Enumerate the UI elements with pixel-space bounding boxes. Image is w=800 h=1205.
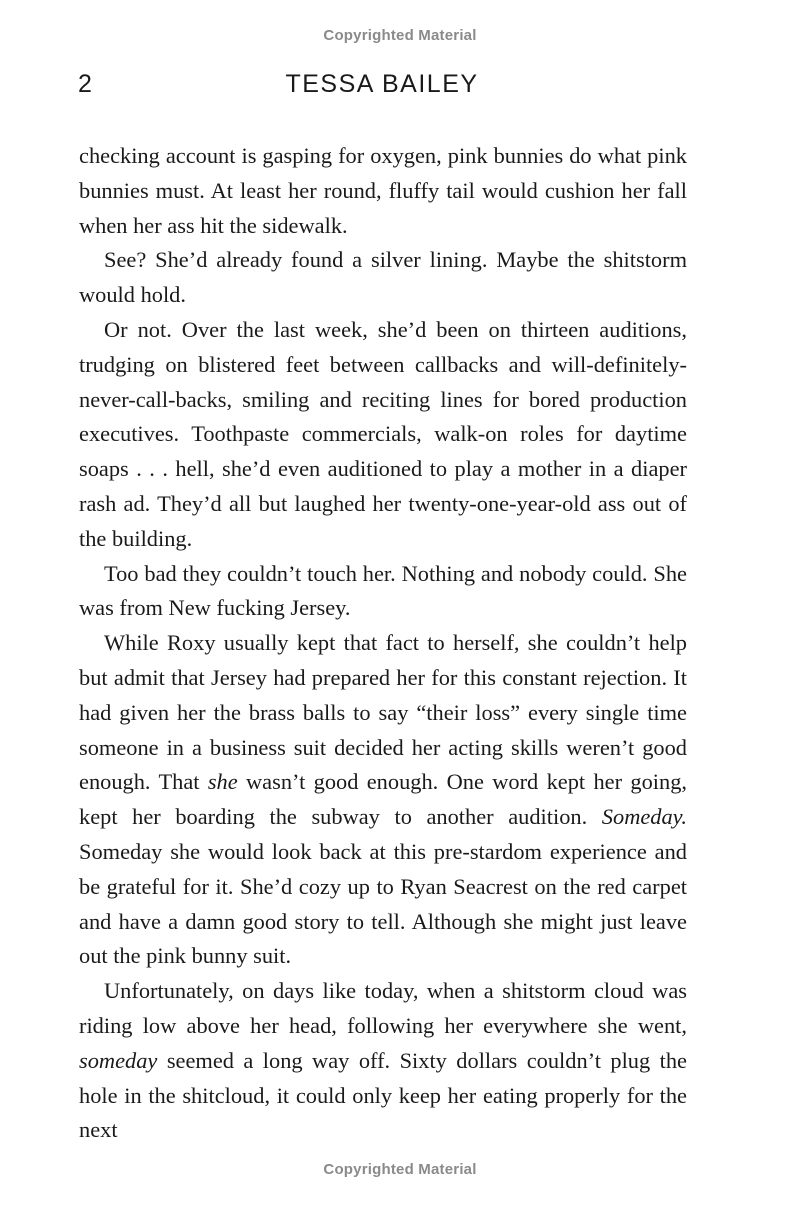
- italic-text: Someday.: [601, 804, 687, 830]
- paragraph: [79, 139, 687, 243]
- body-text: [79, 139, 687, 1148]
- paragraph: [79, 974, 687, 1148]
- text-run: Unfortunately, on days like today, when a shitstorm cloud was riding low above her head, following her everywhere she went,: [79, 978, 687, 1038]
- paragraph: [79, 557, 687, 627]
- paragraph: [79, 626, 687, 974]
- running-head: [78, 70, 686, 106]
- text-run: While Roxy usually kept that fact to herself, she couldn’t help but admit that Jersey had prepared her for this constant rejection. It had given her the brass balls to say “their loss” every single time someone in a business suit decided her acting skills weren’t good enough. That: [79, 630, 687, 795]
- page-number: 2: [78, 70, 92, 98]
- italic-text: someday: [79, 1047, 158, 1073]
- text-run: Or not. Over the last week, she’d been on thirteen auditions, trudging on blistered feet between callbacks and will-definitely-never-call-backs, smiling and reciting lines for bored production executives. Toothpaste commercials, walk-on roles for daytime soaps . . . hell, she’d even auditioned to play a mother in a diaper rash ad. They’d all but laughed her twenty-one-year-old ass out of the building.: [79, 316, 687, 551]
- text-run: Too bad they couldn’t touch her. Nothing and nobody could. She was from New fucking Jersey.: [79, 560, 687, 621]
- text-run: checking account is gasping for oxygen, pink bunnies do what pink bunnies must. At least her round, fluffy tail would cushion her fall when her ass hit the sidewalk.: [79, 143, 687, 238]
- text-run: Someday she would look back at this pre-stardom experience and be grateful for it. She’d cozy up to Ryan Seacrest on the red carpet and have a damn good story to tell. Although she might just leave out the pink bunny suit.: [79, 838, 687, 969]
- italic-text: she: [207, 769, 238, 795]
- author-name: TESSA BAILEY: [285, 70, 479, 98]
- copyright-watermark-bottom: Copyrighted Material: [323, 1161, 477, 1178]
- text-run: See? She’d already found a silver lining. Maybe the shitstorm would hold.: [79, 247, 687, 308]
- paragraph: [79, 313, 687, 557]
- copyright-watermark-top: Copyrighted Material: [323, 27, 477, 44]
- text-run: seemed a long way off. Sixty dollars couldn’t plug the hole in the shitcloud, it could only keep her eating properly for the next: [79, 1047, 687, 1143]
- text-run: wasn’t good enough. One word kept her going, kept her boarding the subway to another audition.: [79, 769, 687, 830]
- paragraph: [79, 243, 687, 313]
